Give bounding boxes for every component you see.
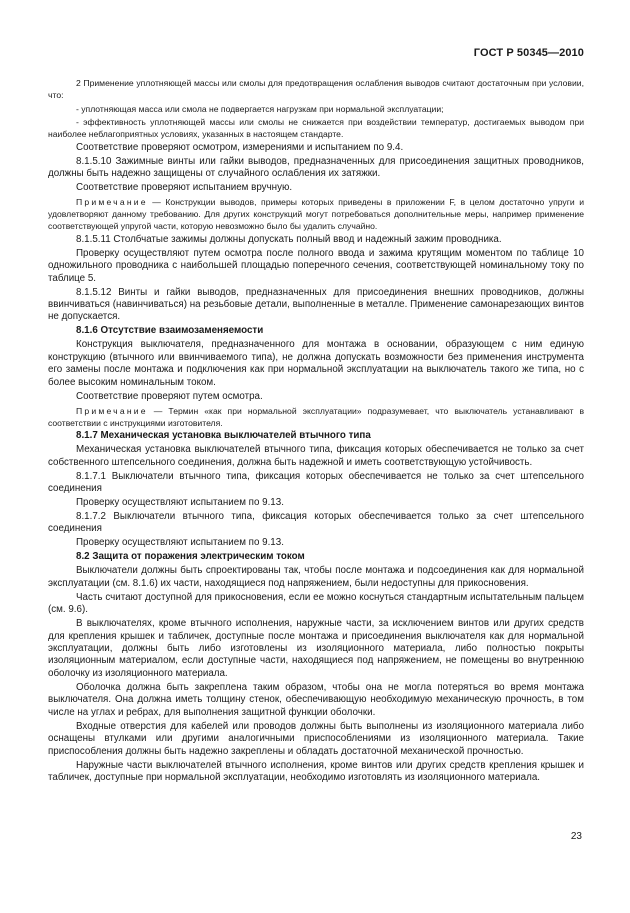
paragraph-note-normal-use [48,405,584,429]
paragraph-8-1-5-10: 8.1.5.10 Зажимные винты или гайки выводов, предназначенных для присоединения защитных проводников, должны быть надежно защищены от случайного ослабления их затяжки. [48,155,584,180]
standard-code-header: ГОСТ Р 50345—2010 [473,47,584,59]
paragraph-check-9-4: Соответствие проверяют осмотром, измерениями и испытанием по 9.4. [76,141,404,153]
paragraph-8-1-7-2: 8.1.7.2 Выключатели втычного типа, фиксация которых обеспечивается только за счет штепсельного соединения [48,511,584,535]
page-number: 23 [570,831,582,842]
paragraph-note-2: 2 Применение уплотняющей массы или смолы для предотвращения ослабления выводов считают достаточным при условии, что: [48,78,584,100]
paragraph-note-terminals [48,196,584,232]
paragraph-check-pillar: Проверку осуществляют путем осмотра после полного ввода и зажима крутящим моментом по таблице 10 одножильного проводника с наибольшей площадью поперечного сечения, соответствующей номинальному току по таблице 5. [48,247,584,284]
note-text: — Термин «как при нормальной эксплуатации» подразумевает, что выключатель устанавливают в соответствии с инструкциями изготовителя. [48,405,585,428]
note-label: Примечание [76,197,148,208]
paragraph-8-2-body: Выключатели должны быть спроектированы так, чтобы после монтажа и подсоединения как для нормальной эксплуатации (см. 8.1.6) их части, находящиеся под напряжением, были недоступны для прикосновения. [48,565,584,589]
paragraph-inlet-openings: Входные отверстия для кабелей или проводов должны быть выполнены из изоляционного материала либо оснащены втулками или другими аналогичными приспособлениями из изоляционного материала. Такие приспособления должны быть надежно закреплены и обладать достаточной механической прочностью. [48,720,584,757]
paragraph-external-parts: В выключателях, кроме втычного исполнения, наружные части, за исключением винтов или других средств для крепления крышек и табличек, доступные после монтажа и присоединения выключателя как для нормальной эксплуатации, должны быть либо изготовлены из изоляционного материала, либо полностью покрыты изоляционным материалом, если доступные части, находящиеся под напряжением, не помещены во внутреннюю оболочку из изоляционного материала. [48,618,584,679]
paragraph-note-2-item-1: - уплотняющая масса или смола не подвергается нагрузкам при нормальной эксплуатации; [76,103,444,114]
paragraph-8-1-5-11: 8.1.5.11 Столбчатые зажимы должны допускать полный ввод и надежный зажим проводника. [76,233,502,245]
note-text: — Конструкции выводов, примеры которых приведены в приложении F, в целом достаточно упруги и удовлетворяют данному требованию. Для других конструкций могут потребоваться дополнительные меры, например применение соответствующей упругой части, которую невозможно было бы удалить случайно. [48,197,584,232]
paragraph-plug-in-external: Наружные части выключателей втычного исполнения, кроме винтов или других средств крепления крышек и табличек, доступные при нормальной эксплуатации, необходимо изготовлять из изоляционного материала. [48,759,584,783]
paragraph-accessible-part: Часть считают доступной для прикосновения, если ее можно коснуться стандартным испытательным пальцем (см. 9.6). [48,591,584,616]
paragraph-check-9-13-b: Проверку осуществляют испытанием по 9.13. [76,537,284,549]
paragraph-8-1-6-body: Конструкция выключателя, предназначенного для монтажа в основании, образующем с ним единую конструкцию (втычного или ввинчиваемого типа), не должна допускать возможности без применения инструмента его замены после монтажа и подключения как при нормальной эксплуатации на выключатель такого же типа, но с более высоким номинальным током. [48,339,584,388]
heading-8-1-6: 8.1.6 Отсутствие взаимозаменяемости [76,325,264,337]
paragraph-check-manual: Соответствие проверяют испытанием вручную. [76,182,293,194]
paragraph-8-1-7-body: Механическая установка выключателей втычного типа, фиксация которых обеспечивается не только за счет собственного штепсельного соединения, должна быть надежной и иметь соответствующую устойчивость. [48,444,584,468]
paragraph-enclosure: Оболочка должна быть закреплена таким образом, чтобы она не могла потеряться во время монтажа выключателя. Она должна иметь толщину стенок, обеспечивающую необходимую механическую прочность, в том числе на углах и ребрах, для выполнения защитной функции оболочки. [48,681,584,718]
paragraph-8-1-7-1: 8.1.7.1 Выключатели втычного типа, фиксация которых обеспечивается не только за счет штепсельного соединения [48,470,584,495]
paragraph-check-inspection: Соответствие проверяют путем осмотра. [76,390,263,402]
heading-8-2: 8.2 Защита от поражения электрическим током [76,551,305,563]
paragraph-check-9-13-a: Проверку осуществляют испытанием по 9.13. [76,497,284,509]
heading-8-1-7: 8.1.7 Механическая установка выключателей втычного типа [76,430,371,442]
note-label: Примечание [76,405,148,416]
paragraph-note-2-item-2: - эффективность уплотняющей массы или смолы не снижается при воздействии температур, достигаемых выводом при наиболее неблагоприятных условиях, указанных в настоящем стандарте. [48,117,584,140]
page-content [48,77,584,786]
paragraph-8-1-5-12: 8.1.5.12 Винты и гайки выводов, предназначенных для присоединения внешних проводников, должны ввинчиваться (навинчиваться) на резьбовые детали, выполненные в металле. Применение самонарезающих винтов не допускается. [48,286,584,323]
